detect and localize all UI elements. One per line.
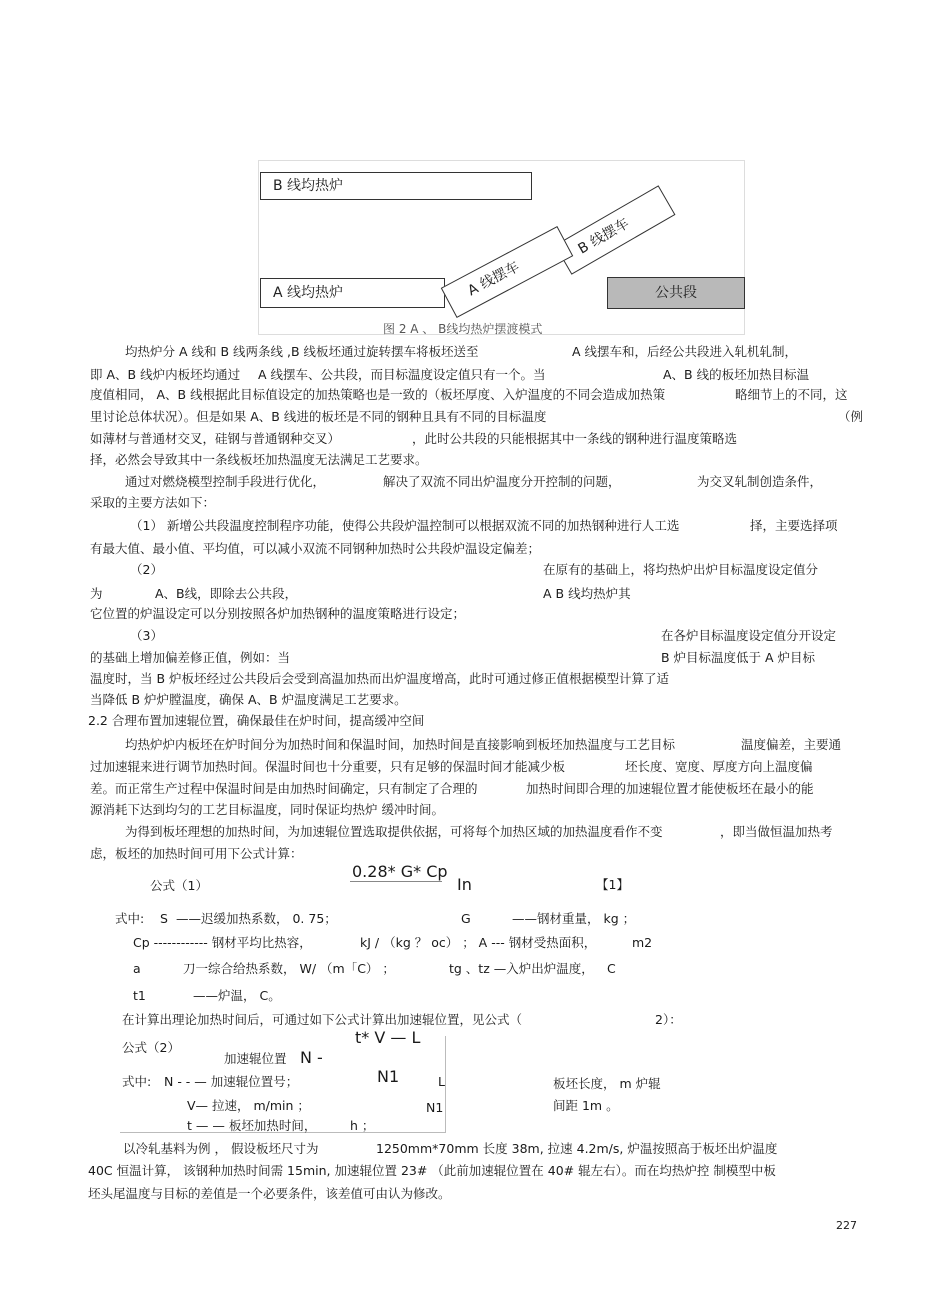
formula2-n1: N1: [377, 1067, 400, 1086]
text-line: （例: [838, 409, 864, 424]
text-line: 均热炉炉内板坯在炉时间分为加热时间和保温时间，加热时间是直接影响到板坯加热温度与工艺目标: [125, 737, 676, 752]
text-line: （2）: [130, 562, 163, 577]
text-line: 差。而正常生产过程中保温时间是由加热时间确定，只有制定了合理的: [90, 781, 478, 796]
text-line: 当降低 B 炉炉膛温度，确保 A、B 炉温度满足工艺要求。: [90, 692, 407, 707]
formula2-l-def2: 间距 1m 。: [553, 1098, 619, 1113]
formula1-label: 公式（1）: [150, 878, 208, 893]
text-line: m2: [632, 935, 653, 950]
text-line: 1250mm*70mm 长度 38m, 拉速 4.2m/s, 炉温按照高于板坯出炉温度: [376, 1141, 778, 1156]
text-line: 择，必然会导致其中一条线板坯加热温度无法满足工艺要求。: [90, 452, 428, 467]
text-line: ——迟缓加热系数， 0. 75；: [176, 911, 337, 926]
figure-furnace-ferry-mode: [258, 160, 745, 335]
formula2-n-def: N - - — 加速辊位置号；: [164, 1074, 299, 1089]
formula2-v-def: V— 拉速， m/min ；: [187, 1098, 310, 1113]
text-line: G: [461, 911, 471, 926]
text-line: 2.2 合理布置加速辊位置，确保最佳在炉时间，提高缓冲空间: [88, 713, 425, 728]
text-line: 采取的主要方法如下：: [90, 495, 216, 510]
text-line: 在原有的基础上，将均热炉出炉目标温度设定值分: [543, 562, 819, 577]
a-line-swing-car-label: A 线摆车: [465, 258, 523, 300]
text-line: 均热炉分 A 线和 B 线两条线 ,B 线板坯通过旋转摆车将板坯送至: [125, 344, 479, 359]
text-line: ，此时公共段的只能根据其中一条线的钢种进行温度策略选: [412, 431, 738, 446]
a-line-furnace-box: [260, 278, 445, 308]
text-line: 40C 恒温计算， 该钢种加热时间需 15min, 加速辊位置 23# （此前加速辊位置在 40# 辊左右）。而在均热炉控 制模型中板: [88, 1163, 776, 1178]
formula2-n-dash: N -: [300, 1048, 323, 1067]
text-line: kJ / （kg ？ oc） ； A --- 钢材受热面积，: [360, 935, 597, 950]
figure-caption: 图 2 A 、 B线均热炉摆渡模式: [383, 322, 543, 336]
text-line: 温度时，当 B 炉板坯经过公共段后会受到高温加热而出炉温度增高，此时可通过修正值根据模型计算了适: [90, 671, 670, 686]
text-line: ，即当做恒温加热考: [720, 824, 833, 839]
formula2-h: h ；: [350, 1118, 375, 1133]
text-line: 的基础上增加偏差修正值，例如：当: [90, 650, 291, 665]
text-line: 源消耗下达到均匀的工艺目标温度，同时保证均热炉 缓冲时间。: [90, 802, 444, 817]
text-line: 刀一综合给热系数， W/ （m「C） ；: [183, 961, 395, 976]
text-line: ——炉温， C。: [193, 988, 281, 1003]
text-line: C: [607, 961, 616, 976]
formula2-label: 公式（2）: [122, 1040, 180, 1055]
text-line: （1） 新增公共段温度控制程序功能，使得公共段炉温控制可以根据双流不同的加热钢种进行人工选: [130, 518, 680, 533]
b-line-swing-car-label: B 线摆车: [575, 215, 633, 258]
formula2-n1-small: N1: [426, 1100, 444, 1115]
b-line-furnace-box: [260, 172, 532, 200]
formula2-l: L: [438, 1074, 445, 1089]
text-line: A B 线均热炉其: [543, 586, 631, 601]
formula2-numerator: t* V — L: [355, 1028, 421, 1047]
text-line: Cp ------------ 钢材平均比热容，: [133, 935, 312, 950]
text-line: 度值相同， A、B 线根据此目标值设定的加热策略也是一致的（板坯厚度、入炉温度的不同会造成加热策: [90, 387, 666, 402]
formula2-where: 式中:: [122, 1074, 152, 1089]
text-line: 虑，板坯的加热时间可用下公式计算：: [90, 846, 303, 861]
formula1-fraction-bar: [350, 881, 442, 882]
text-line: S: [160, 911, 168, 926]
text-line: 坯长度、宽度、厚度方向上温度偏: [625, 759, 813, 774]
a-line-furnace-label: A 线均热炉: [273, 285, 344, 301]
text-line: A、B 线的板坯加热目标温: [663, 367, 810, 382]
text-line: 择，主要选择项: [750, 518, 838, 533]
text-line: A 线摆车、公共段，而目标温度设定值只有一个。当: [258, 367, 546, 382]
formula2-t-def: t — — 板坯加热时间，: [187, 1118, 317, 1133]
text-line: 过加速辊来进行调节加热时间。保温时间也十分重要，只有足够的保温时间才能减少板: [90, 759, 566, 774]
text-line: A、B线，即除去公共段，: [155, 586, 298, 601]
text-line: 它位置的炉温设定可以分别按照各炉加热钢种的温度策略进行设定；: [90, 606, 466, 621]
text-line: 在各炉目标温度设定值分开设定: [661, 628, 837, 643]
text-line: 为: [90, 586, 103, 601]
text-line: 如薄材与普通材交叉，硅钢与普通钢种交叉）: [90, 431, 341, 446]
text-line: A 线摆车和，后经公共段进入轧机轧制，: [572, 344, 798, 359]
text-line: 式中:: [115, 911, 145, 926]
text-line: 在计算出理论加热时间后，可通过如下公式计算出加速辊位置，见公式（: [122, 1012, 523, 1027]
formula1-numerator: 0.28* G* Cp: [352, 862, 448, 881]
text-line: a: [133, 961, 141, 976]
text-line: 通过对燃烧模型控制手段进行优化，: [125, 474, 326, 489]
formula2-desc: 加速辊位置: [224, 1051, 287, 1066]
text-line: 里讨论总体状况）。但是如果 A、B 线进的板坯是不同的钢种且具有不同的目标温度: [90, 409, 547, 424]
text-line: 加热时间即合理的加速辊位置才能使板坯在最小的能: [526, 781, 814, 796]
text-line: 坯头尾温度与目标的差值是一个必要条件，该差值可由认为修改。: [88, 1186, 451, 1201]
formula2-l-def1: 板坯长度， m 炉辊: [553, 1076, 661, 1091]
text-line: 为交叉轧制创造条件，: [697, 474, 823, 489]
page-number: 227: [836, 1219, 857, 1232]
text-line: t1: [133, 988, 146, 1003]
text-line: 即 A、B 线炉内板坯均通过: [90, 367, 241, 382]
text-line: ——钢材重量， kg ；: [512, 911, 636, 926]
text-line: B 炉目标温度低于 A 炉目标: [661, 650, 816, 665]
text-line: 2）：: [655, 1012, 682, 1027]
common-section-label: 公共段: [655, 285, 697, 301]
text-line: 解决了双流不同出炉温度分开控制的问题，: [383, 474, 621, 489]
text-line: 温度偏差，主要通: [741, 737, 842, 752]
text-line: 有最大值、最小值、平均值，可以减小双流不同钢种加热时公共段炉温设定偏差；: [90, 541, 541, 556]
text-line: tg 、tz —入炉出炉温度，: [449, 961, 594, 976]
text-line: 略细节上的不同，这: [735, 387, 848, 402]
text-line: 以冷轧基料为例 ， 假设板坯尺寸为: [123, 1141, 319, 1156]
text-line: 为得到板坯理想的加热时间，为加速辊位置选取提供依据，可将每个加热区域的加热温度看作不变: [125, 824, 663, 839]
text-line: （3）: [130, 628, 163, 643]
formula1-ln: In: [457, 875, 472, 894]
formula1-ref: 【1】: [596, 877, 629, 892]
common-section-box: [607, 277, 745, 309]
b-line-furnace-label: B 线均热炉: [273, 178, 344, 194]
